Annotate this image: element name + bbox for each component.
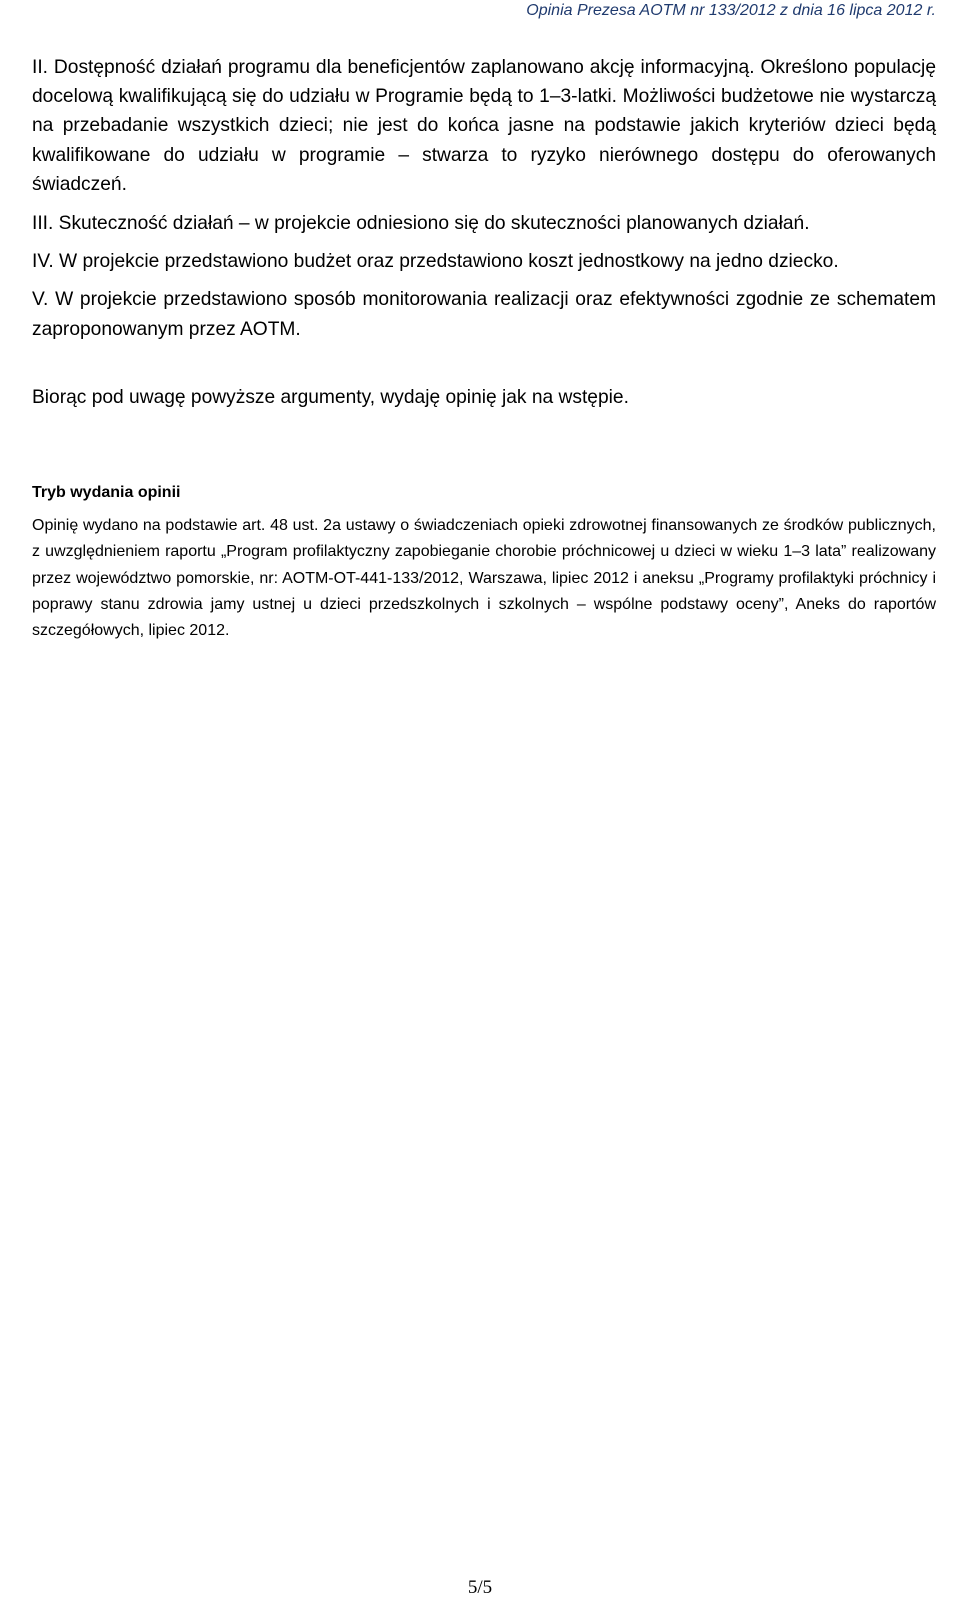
spacer (32, 412, 936, 482)
document-body (32, 53, 936, 645)
paragraph-effectiveness: III. Skuteczność działań – w projekcie odniesiono się do skuteczności planowanych działań. (32, 213, 810, 235)
paragraph-budget: IV. W projekcie przedstawiono budżet oraz przedstawiono koszt jednostkowy na jedno dziecko. (32, 251, 839, 273)
paragraph-legal-basis: Opinię wydano na podstawie art. 48 ust. 2a ustawy o świadczeniach opieki zdrowotnej finansowanych ze środków publicznych, z uwzględnieniem raportu „Program profilaktyczny zapobieganie chorobie próchnicowej u dzieci w wieku 1–3 lata” realizowany przez województwo pomorskie, nr: AOTM-OT-441-133/2012, Warszawa, lipiec 2012 i aneksu „Programy profilaktyki próchnicy i poprawy stanu zdrowia jamy ustnej u dzieci przedszkolnych i szkolnych – wspólne podstawy oceny”, Aneks do raportów szczegółowych, lipiec 2012. (32, 517, 936, 640)
paragraph-monitoring: V. W projekcie przedstawiono sposób monitorowania realizacji oraz efektywności zgodnie ze schematem zaproponowanym przez AOTM. (32, 289, 936, 340)
running-header: Opinia Prezesa AOTM nr 133/2012 z dnia 16 lipca 2012 r. (526, 2, 936, 19)
paragraph-conclusion: Biorąc pod uwagę powyższe argumenty, wydaję opinię jak na wstępie. (32, 386, 629, 408)
page-number: 5/5 (467, 1577, 493, 1598)
section-heading-procedure: Tryb wydania opinii (32, 484, 181, 502)
paragraph-accessibility: II. Dostępność działań programu dla beneficjentów zaplanowano akcję informacyjną. Określono populację docelową kwalifikującą się do udziału w Programie będą to 1–3-latki. Możliwości budżetowe nie wystarczą na przebadanie wszystkich dzieci; nie jest do końca jasne na podstawie jakich kryteriów dzieci będą kwalifikowane do udziału w programie – stwarza to ryzyko nierównego dostępu do oferowanych świadczeń. (32, 57, 936, 195)
